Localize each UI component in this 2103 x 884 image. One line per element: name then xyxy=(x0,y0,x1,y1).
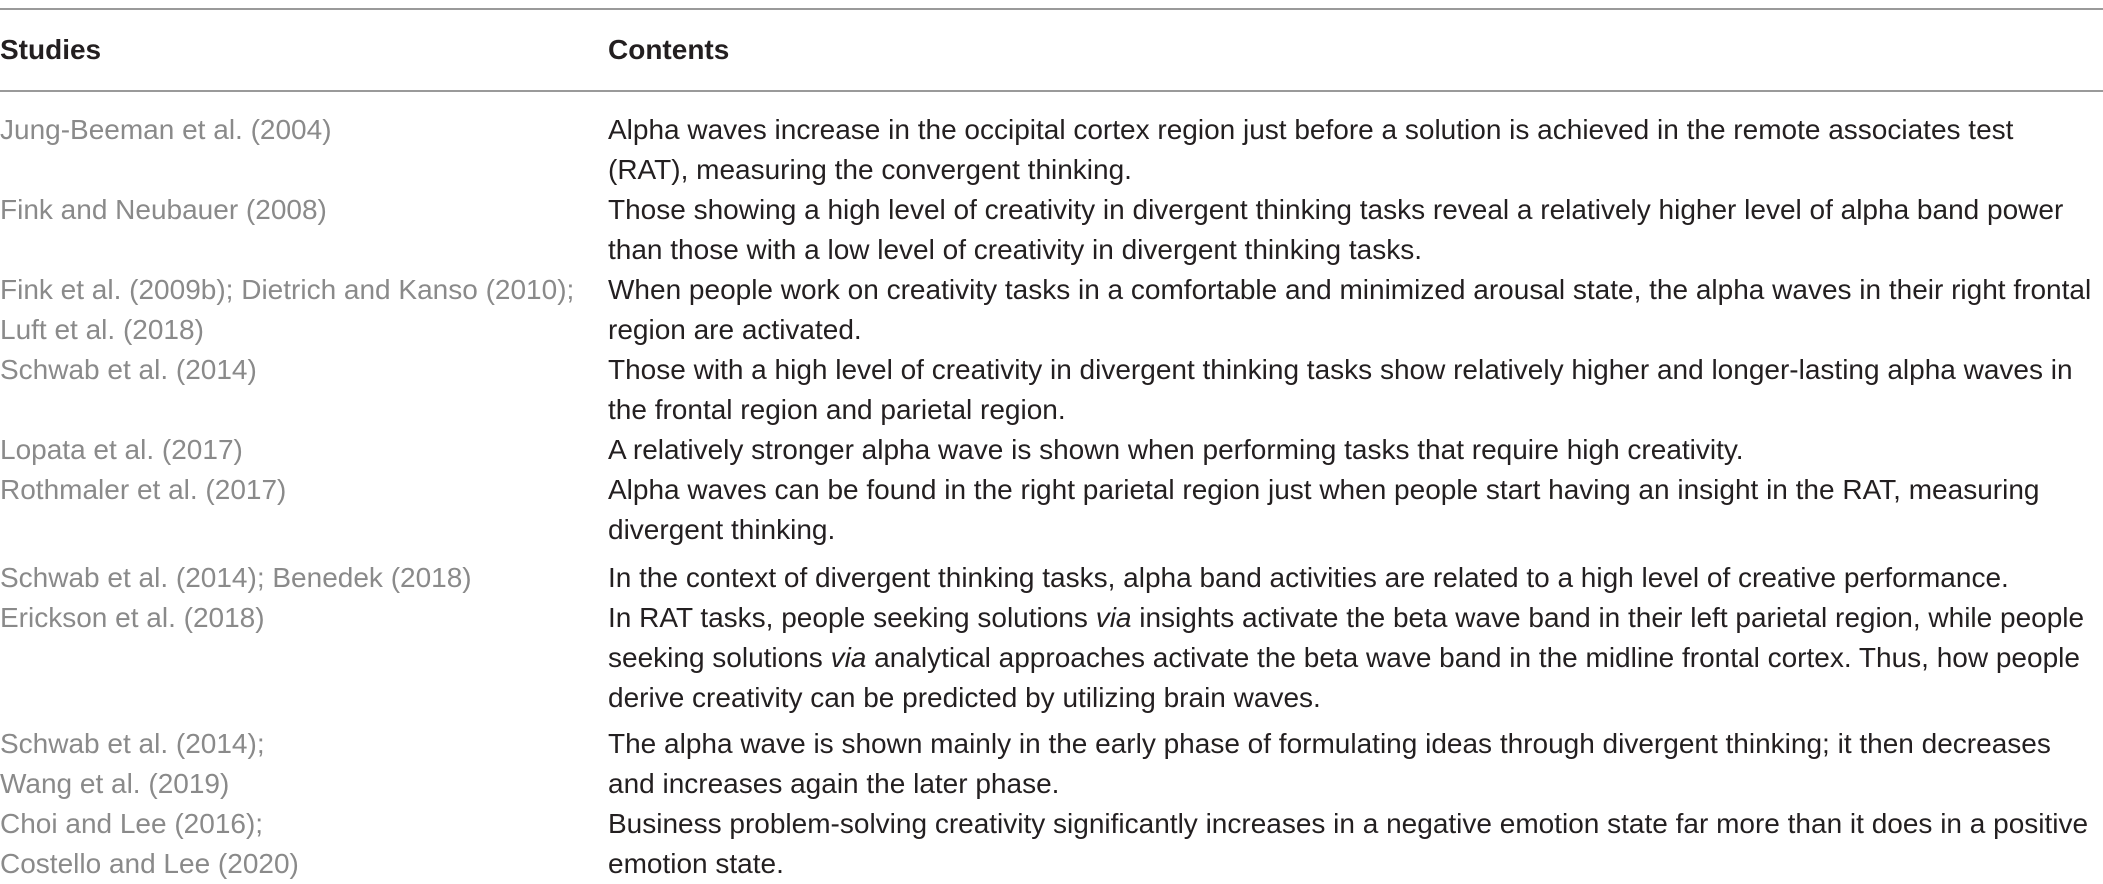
row-studies: Fink and Neubauer (2008) xyxy=(0,194,327,225)
table-row xyxy=(0,110,2103,190)
row-contents: A relatively stronger alpha wave is shown when performing tasks that require high creativity. xyxy=(608,434,1744,465)
content-line-2: seeking solutions via analytical approaches activate the beta wave band in the midline frontal cortex. Thus, how people xyxy=(608,642,2080,673)
header-contents: Contents xyxy=(608,34,730,65)
table-header xyxy=(0,10,2103,90)
content-line-1: In RAT tasks, people seeking solutions via insights activate the beta wave band in their left parietal region, while people xyxy=(608,602,2085,633)
row-contents: Alpha waves increase in the occipital cortex region just before a solution is achieved in the remote associates test (RAT), measuring the convergent thinking. xyxy=(608,114,2014,185)
table-row xyxy=(0,270,2103,350)
table-body xyxy=(0,92,2103,884)
row-studies: Rothmaler et al. (2017) xyxy=(0,474,287,505)
row-contents: The alpha wave is shown mainly in the early phase of formulating ideas through divergent thinking; it then decreases and increases again the later phase. xyxy=(608,728,2051,799)
row-studies: Erickson et al. (2018) xyxy=(0,602,265,633)
table-row xyxy=(0,350,2103,430)
row-contents: In the context of divergent thinking tasks, alpha band activities are related to a high level of creative performance. xyxy=(608,562,2009,593)
table-row xyxy=(0,804,2103,884)
row-contents xyxy=(608,598,2103,718)
row-studies: Jung-Beeman et al. (2004) xyxy=(0,114,332,145)
row-studies: Lopata et al. (2017) xyxy=(0,434,243,465)
row-studies: Schwab et al. (2014) xyxy=(0,354,257,385)
content-line-3: derive creativity can be predicted by utilizing brain waves. xyxy=(608,682,1321,713)
table-row xyxy=(0,558,2103,598)
row-studies: Schwab et al. (2014); Benedek (2018) xyxy=(0,562,472,593)
row-contents: Those with a high level of creativity in divergent thinking tasks show relatively higher and longer-lasting alpha waves in the frontal region and parietal region. xyxy=(608,354,2073,425)
row-contents: Those showing a high level of creativity in divergent thinking tasks reveal a relatively higher level of alpha band power than those with a low level of creativity in divergent thinking tasks. xyxy=(608,194,2064,265)
row-studies: Choi and Lee (2016); Costello and Lee (2020) xyxy=(0,808,299,879)
table-row xyxy=(0,190,2103,270)
row-contents: Business problem-solving creativity significantly increases in a negative emotion state far more than it does in a positive emotion state. xyxy=(608,808,2089,879)
table-row xyxy=(0,430,2103,470)
studies-table xyxy=(0,8,2103,884)
table-row xyxy=(0,724,2103,804)
row-contents: When people work on creativity tasks in a comfortable and minimized arousal state, the alpha waves in their right frontal region are activated. xyxy=(608,274,2092,345)
table-row xyxy=(0,470,2103,550)
row-studies: Fink et al. (2009b); Dietrich and Kanso (2010); Luft et al. (2018) xyxy=(0,274,575,345)
row-studies: Schwab et al. (2014); Wang et al. (2019) xyxy=(0,728,265,799)
row-contents: Alpha waves can be found in the right parietal region just when people start having an insight in the RAT, measuring divergent thinking. xyxy=(608,474,2040,545)
table-row xyxy=(0,598,2103,718)
header-studies: Studies xyxy=(0,34,102,65)
